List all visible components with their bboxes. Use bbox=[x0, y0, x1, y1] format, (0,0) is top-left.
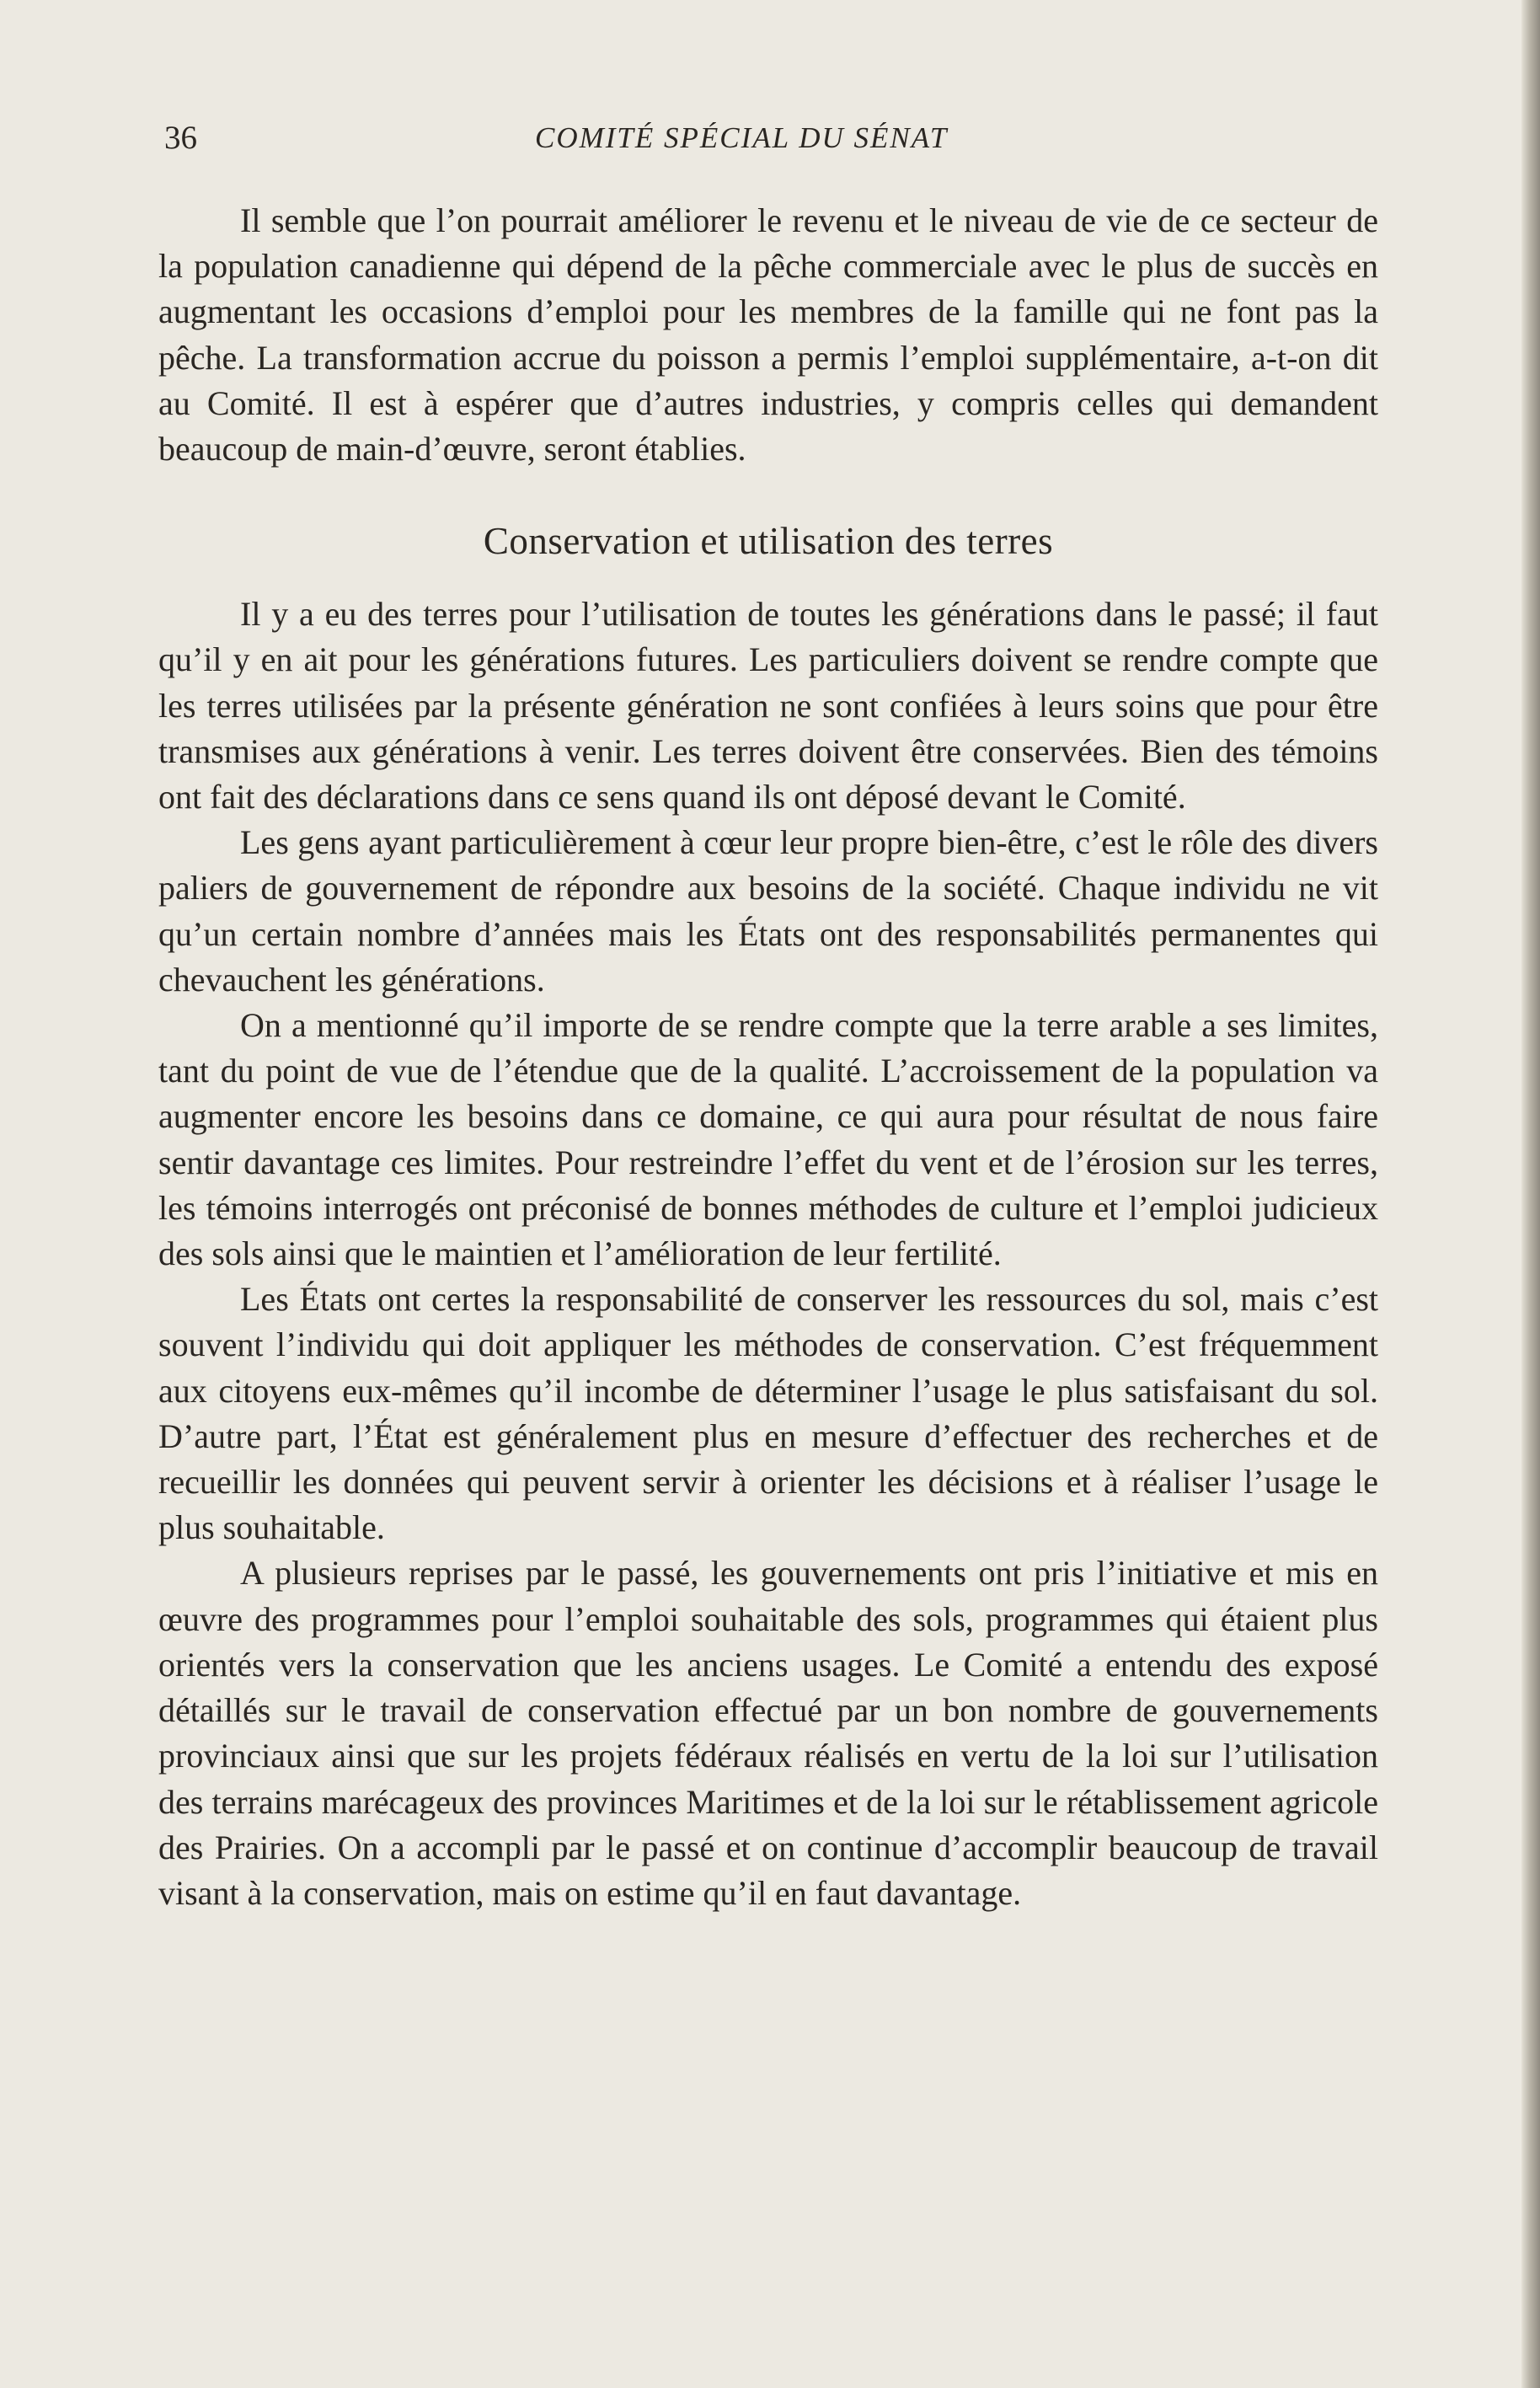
running-title: COMITÉ SPÉCIAL DU SÉNAT bbox=[535, 121, 949, 154]
page-body bbox=[158, 198, 1378, 1916]
paragraph-state-responsibility: Les États ont certes la responsabilité de conserver les ressources du sol, mais c’est souvent l’individu qui doit appliquer les méthodes de conservation. C’est fréquemment aux citoyens eux-mêmes qu’il incombe de déterminer l’usage le plus satisfaisant du sol. D’autre part, l’État est généralement plus en mesure d’effectuer des recherches et de recueillir les données qui peuvent servir à orienter les décisions et à réaliser l’usage le plus souhaitable. bbox=[158, 1280, 1378, 1547]
paragraph-conservation-programs: A plusieurs reprises par le passé, les gouvernements ont pris l’initiative et mis en œuvre des programmes pour l’emploi souhaitable des sols, programmes qui étaient plus orientés vers la conservation que les anciens usages. Le Comité a entendu des exposé détaillés sur le travail de conservation effectué par un bon nombre de gouvernements provinciaux ainsi que sur les projets fédéraux réalisés en vertu de la loi sur l’utilisation des terrains marécageux des provinces Maritimes et de la loi sur le rétablissement agricole des Prairies. On a accompli par le passé et on continue d’accomplir beaucoup de travail visant à la conservation, mais on estime qu’il en faut davantage. bbox=[158, 1554, 1378, 1912]
section-heading: Conservation et utilisation des terres bbox=[483, 520, 1054, 563]
paragraph-fisheries: Il semble que l’on pourrait améliorer le revenu et le niveau de vie de ce secteur de la population canadienne qui dépend de la pêche commerciale avec le plus de succès en augmentant les occasions d’emploi pour les membres de la famille qui ne font pas la pêche. La transformation accrue du poisson a permis l’emploi supplémentaire, a-t-on dit au Comité. Il est à espérer que d’autres industries, y compris celles qui demandent beaucoup de main-d’œuvre, seront établies. bbox=[158, 201, 1378, 468]
page-header bbox=[164, 116, 1377, 160]
paragraph-government-role: Les gens ayant particulièrement à cœur leur propre bien-être, c’est le rôle des divers paliers de gouvernement de répondre aux besoins de la société. Chaque individu ne vit qu’un certain nombre d’années mais les États ont des responsabilités permanentes qui chevauchent les générations. bbox=[158, 823, 1378, 999]
page-edge-shadow bbox=[1521, 0, 1540, 2388]
page-number: 36 bbox=[164, 120, 197, 156]
paragraph-land-generations: Il y a eu des terres pour l’utilisation de toutes les générations dans le passé; il faut qu’il y en ait pour les générations futures. Les particuliers doivent se rendre compte que les terres utilisées par la présente génération ne sont confiées à leurs soins que pour être transmises aux générations à venir. Les terres doivent être conservées. Bien des témoins ont fait des déclarations dans ce sens quand ils ont déposé devant le Comité. bbox=[158, 595, 1378, 817]
paragraph-arable-limits: On a mentionné qu’il importe de se rendre compte que la terre arable a ses limites, tant du point de vue de l’étendue que de la qualité. L’accroissement de la population va augmenter encore les besoins dans ce domaine, ce qui aura pour résultat de nous faire sentir davantage ces limites. Pour restreindre l’effet du vent et de l’érosion sur les terres, les témoins interrogés ont préconisé de bonnes méthodes de culture et l’emploi judicieux des sols ainsi que le maintien et l’amélioration de leur fertilité. bbox=[158, 1006, 1378, 1273]
